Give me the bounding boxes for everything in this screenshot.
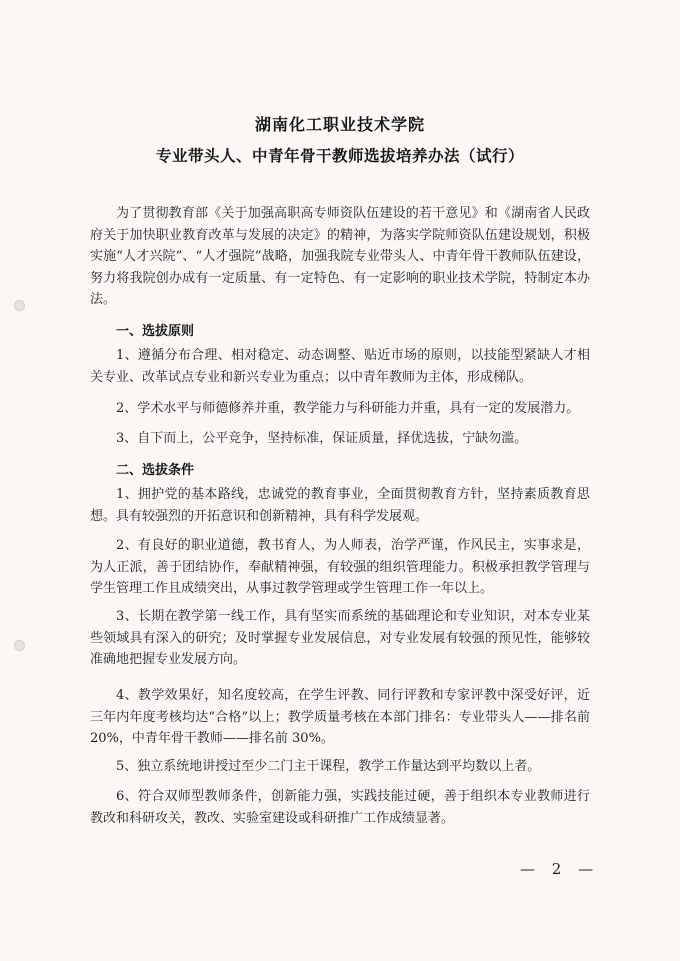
section-heading-selection-conditions: 二、选拔条件 xyxy=(116,463,195,478)
document-title: 专业带头人、中青年骨干教师选拔培养办法（试行） xyxy=(155,147,524,165)
institution-name: 湖南化工职业技术学院 xyxy=(254,115,425,134)
intro-paragraph: 为了贯彻教育部《关于加强高职高专师资队伍建设的若干意见》和《湖南省人民政府关于加快职业教育改革与发展的决定》的精神，为落实学院师资队伍建设规划，积极实施“人才兴院”、“人才强院”战略，加强我院专业带头人、中青年骨干教师队伍建设，努力将我院创办成有一定质量、有一定特色、有一定影响的职业技术学院，特制定本办法。 xyxy=(90,206,590,307)
condition-item: 6、符合双师型教师条件，创新能力强，实践技能过硬，善于组织本专业教师进行教改和科研攻关，教改、实验室建设或科研推广工作成绩显著。 xyxy=(90,789,590,826)
condition-item: 1、拥护党的基本路线，忠诚党的教育事业，全面贯彻教育方针，坚持素质教育思想。具有较强烈的开拓意识和创新精神，具有科学发展观。 xyxy=(90,487,590,524)
section-heading-selection-principles: 一、选拔原则 xyxy=(116,324,195,339)
principle-item: 1、遵循分布合理、相对稳定、动态调整、贴近市场的原则，以技能型紧缺人才相关专业、改革试点专业和新兴专业为重点；以中青年教师为主体，形成梯队。 xyxy=(90,348,590,385)
page-number: — 2 — xyxy=(520,860,600,878)
binding-hole xyxy=(14,300,25,311)
condition-item: 4、教学效果好，知名度较高，在学生评教、同行评教和专家评教中深受好评，近三年内年度考核均达“合格”以上；教学质量考核在本部门排名：专业带头人——排名前 20%，中青年骨干教师——排名前 30%。 xyxy=(90,688,590,746)
principle-item: 3、自下而上，公平竞争，坚持标准，保证质量，择优选拔，宁缺勿滥。 xyxy=(116,431,528,446)
condition-item: 2、有良好的职业道德，教书育人，为人师表，治学严谨，作风民主，实事求是，为人正派，善于团结协作，奉献精神强，有较强的组织管理能力。积极承担教学管理与学生管理工作且成绩突出，从事过教学管理或学生管理工作一年以上。 xyxy=(90,538,590,596)
condition-item: 3、长期在教学第一线工作，具有坚实而系统的基础理论和专业知识，对本专业某些领域具有深入的研究；及时掌握专业发展信息，对专业发展有较强的预见性，能够较准确地把握专业发展方向。 xyxy=(90,609,590,667)
binding-hole xyxy=(14,640,25,651)
condition-item: 5、独立系统地讲授过至少二门主干课程，教学工作量达到平均数以上者。 xyxy=(116,759,541,774)
principle-item: 2、学术水平与师德修养并重，教学能力与科研能力并重，具有一定的发展潜力。 xyxy=(116,401,580,416)
